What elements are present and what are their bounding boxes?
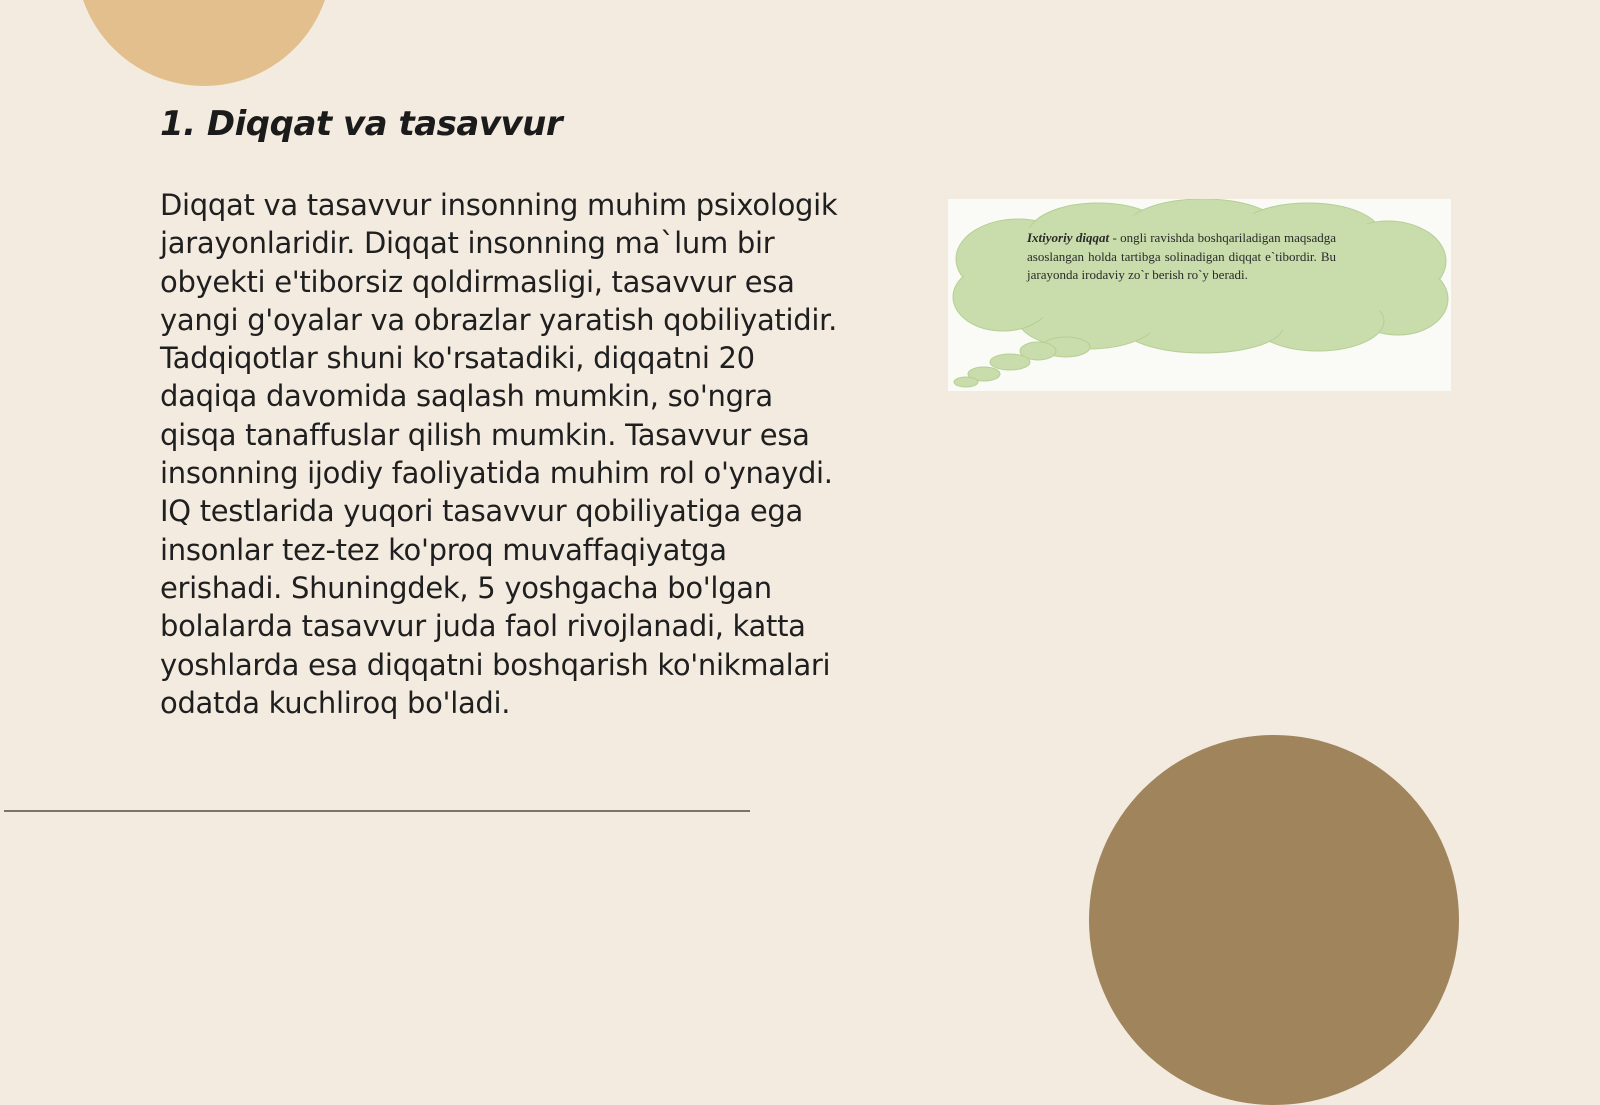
thought-bubble-image [948,199,1451,391]
slide-title: 1. Diqqat va tasavvur [160,104,563,144]
thought-bubble-text [1027,229,1336,285]
thought-bubble-definition: - ongli ravishda boshqariladigan maqsadga asoslangan holda tartibga solinadigan diqqat e`tibordir. Bu jarayonda irodaviy zo`r berish ro`y beradi. [1027,230,1337,283]
decorative-circle-top [76,0,332,86]
thought-bubble-term: Ixtiyoriy diqqat [1027,230,1110,245]
decorative-circle-bottom [1089,735,1459,1105]
slide-body-text: Diqqat va tasavvur insonning muhim psixologik jarayonlaridir. Diqqat insonning ma`lum bir obyekti e'tiborsiz qoldirmasligi, tasavvur esa yangi g'oyalar va obrazlar yaratish qobiliyatidir. Tadqiqotlar shuni ko'rsatadiki, diqqatni 20 daqiqa davomida saqlash mumkin, so'ngra qisqa tanaffuslar qilish mumkin. Tasavvur esa insonning ijodiy faoliyatida muhim rol o'ynaydi. IQ testlarida yuqori tasavvur qobiliyatiga ega insonlar tez-tez ko'proq muvaffaqiyatga erishadi. Shuningdek, 5 yoshgacha bo'lgan bolalarda tasavvur juda faol rivojlanadi, katta yoshlarda esa diqqatni boshqarish ko'nikmalari odatda kuchliroq bo'ladi. [160,188,838,720]
divider-line [4,810,750,812]
thought-bubble-shape [948,199,1451,391]
